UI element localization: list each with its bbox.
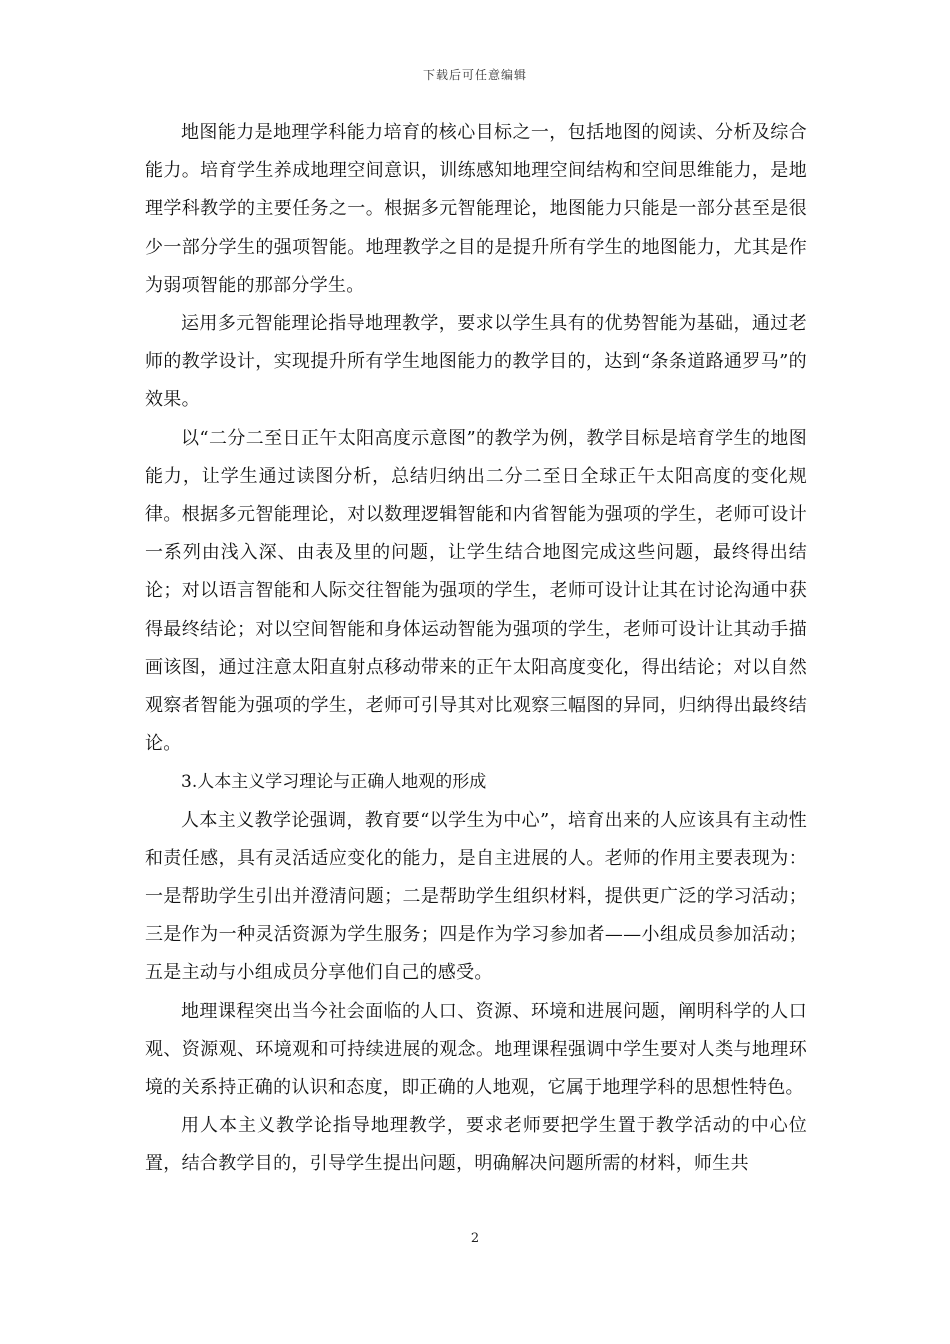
paragraph-humanism: 人本主义教学论强调，教育要“以学生为中心”，培育出来的人应该具有主动性和责任感，具有灵活适应变化的能力，是自主进展的人。老师的作用主要表现为：一是帮助学生引出并澄清问题；二是帮助学生组织材料，提供更广泛的学习活动；三是作为一种灵活资源为学生服务；四是作为学习参加者——小组成员参加活动；五是主动与小组成员分享他们自己的感受。 — [145, 809, 807, 984]
page-header: 下载后可任意编辑 — [422, 68, 527, 82]
page-number: 2 — [470, 1231, 480, 1246]
paragraph-map-ability: 地图能力是地理学科能力培育的核心目标之一，包括地图的阅读、分析及综合能力。培育学生养成地理空间意识，训练感知地理空间结构和空间思维能力，是地理学科教学的主要任务之一。根据多元智能理论，地图能力只能是一部分甚至是很少一部分学生的强项智能。地理教学之目的是提升所有学生的地图能力，尤其是作为弱项智能的那部分学生。 — [145, 122, 807, 296]
paragraph-multiple-intelligence: 运用多元智能理论指导地理教学，要求以学生具有的优势智能为基础，通过老师的教学设计，实现提升所有学生地图能力的教学目的，达到“条条道路通罗马”的效果。 — [145, 313, 807, 411]
paragraph-humanism-teaching: 用人本主义教学论指导地理教学，要求老师要把学生置于教学活动的中心位置，结合教学目的，引导学生提出问题，明确解决问题所需的材料，师生共 — [145, 1115, 807, 1175]
paragraph-teaching-example: 以“二分二至日正午太阳高度示意图”的教学为例，教学目标是培育学生的地图能力，让学生通过读图分析，总结归纳出二分二至日全球正午太阳高度的变化规律。根据多元智能理论，对以数理逻辑智能和内省智能为强项的学生，老师可设计一系列由浅入深、由表及里的问题，让学生结合地图完成这些问题，最终得出结论；对以语言智能和人际交往智能为强项的学生，老师可设计让其在讨论沟通中获得最终结论；对以空间智能和身体运动智能为强项的学生，老师可设计让其动手描画该图，通过注意太阳直射点移动带来的正午太阳高度变化，得出结论；对以自然观察者智能为强项的学生，老师可引导其对比观察三幅图的异同，归纳得出最终结论。 — [145, 427, 807, 755]
paragraph-geography-course: 地理课程突出当今社会面临的人口、资源、环境和进展问题，阐明科学的人口观、资源观、环境观和可持续进展的观念。地理课程强调中学生要对人类与地理环境的关系持正确的认识和态度，即正确的人地观，它属于地理学科的思想性特色。 — [145, 1000, 807, 1099]
section-heading: 3.人本主义学习理论与正确人地观的形成 — [181, 772, 487, 793]
document-body — [145, 114, 807, 1184]
